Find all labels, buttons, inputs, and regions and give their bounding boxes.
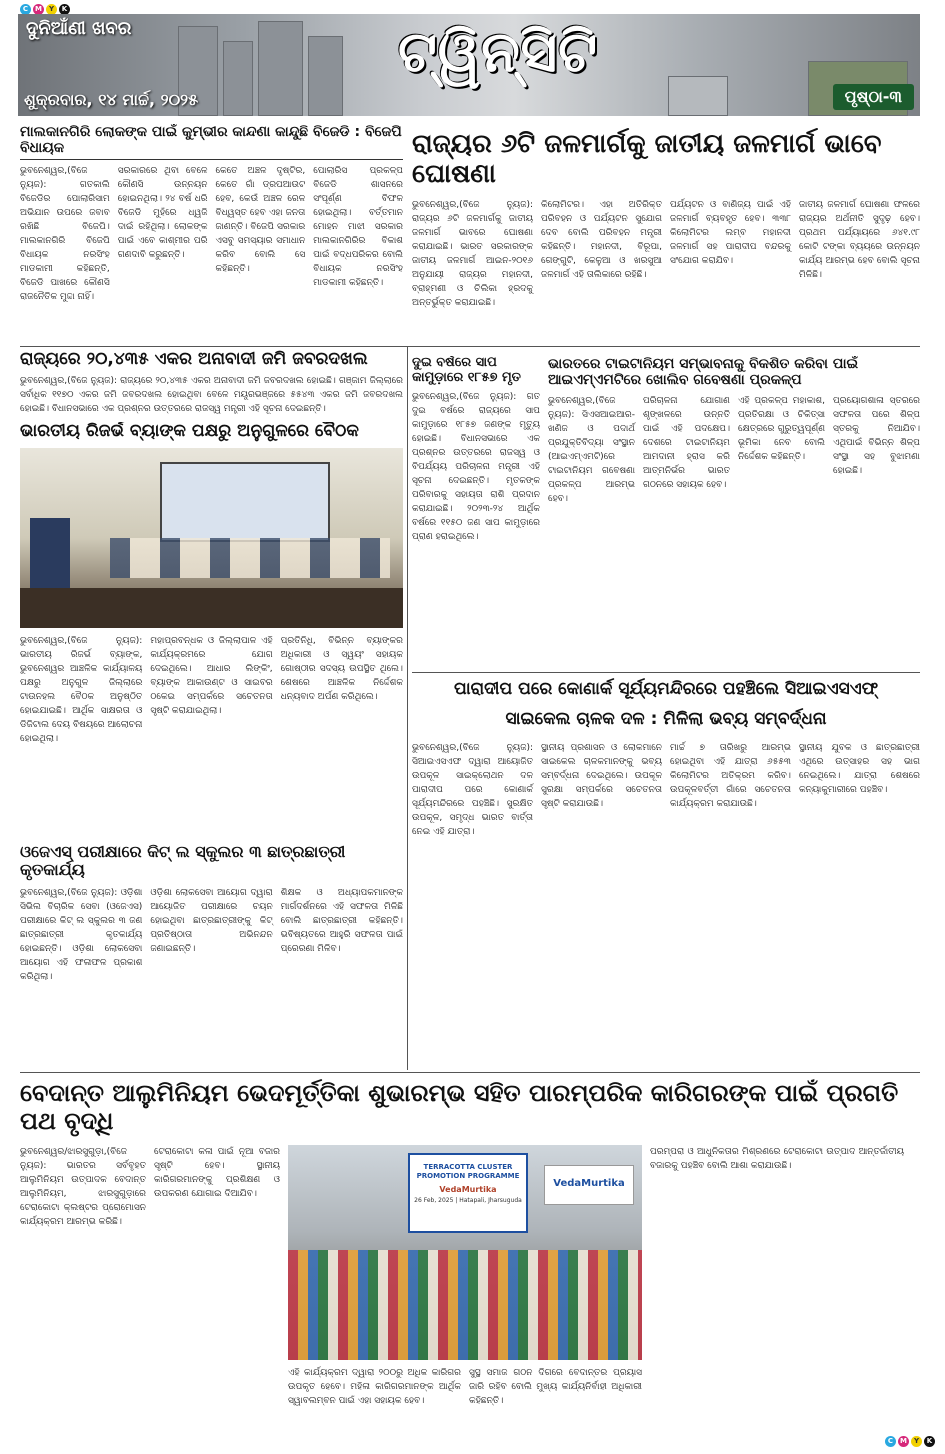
article-column: ଶିକ୍ଷକ ଓ ଅଧ୍ୟାପକମାନଙ୍କ ମାର୍ଗଦର୍ଶନରେ ଏହି ସଫଳତା ମିଳିଛି ବୋଲି ଛାତ୍ରଛାତ୍ରୀ କହିଛନ୍ତି। ଭବିଷ୍ୟତରେ ଆହୁରି ସଫଳତା ପାଇଁ ପ୍ରେରଣା ମିଳିବ। — [280, 887, 403, 954]
article-column: କେତେ ଅଞ୍ଚଳ ଦୃଷ୍ଟିର, କେତେ ଗାଁ ଡ୍ରପଆଉଟ ହେବ, କେଉଁ ଅଞ୍ଚଳ ରେଳ ବିଧ୍ୱସ୍ତ ହେବ ଏହା ଜନତା ଜାଣନ୍ତି। ବିଜେପି ସରକାର ଏସବୁ ସମସ୍ୟାର ସମାଧାନ କରିବ ବୋଲି ସେ କହିଛନ୍ତି। — [215, 166, 306, 275]
article-cisf-cyclothon — [412, 676, 920, 1070]
article-column: ଭୁବନେଶ୍ୱର,(ବିଜେ ନ୍ୟୁଜ): ରାଜ୍ୟର ୬ଟି ଜଳମାର୍ଗକୁ ଜାତୀୟ ଜଳମାର୍ଗ ଭାବରେ ଘୋଷଣା କରାଯାଇଛି। ଭାରତ ସରକାରଙ୍କ ଜାତୀୟ ଜଳମାର୍ଗ ଆଇନ-୨୦୧୬ ଅନୁଯାୟୀ ରାଜ୍ୟର ମହାନଦୀ, ବ୍ରାହ୍ମଣୀ ଓ ଚିଲିକା ହ୍ରଦକୁ ଅନ୍ତର୍ଭୁକ୍ତ କରାଯାଇଛି। — [412, 199, 533, 308]
headline: ଭାରତରେ ଟାଇଟାନିୟମ ସମ୍ଭାବନାକୁ ବିକଶିତ କରିବା ପାଇଁ ଆଇଏମ୍‌ଏମଟିରେ ଖୋଲିବ ଗବେଷଣା ପ୍ରକଳ୍ପ — [548, 356, 859, 389]
banner-title: TERRACOTTA CLUSTER PROMOTION PROGRAMME — [416, 1163, 520, 1181]
article-land-encroachment — [20, 350, 403, 420]
article-column: ଭୁବନେଶ୍ୱର,(ବିଜେ ନ୍ୟୁଜ): ସିଆଇଏସଏଫ ଦ୍ୱାରା ଆୟୋଜିତ ଉପକୂଳ ସାଇକ୍ଲୋଥନ ଦଳ ପାରାଦୀପ ପରେ କୋଣାର୍କ ସୂର୍ଯ୍ୟମନ୍ଦିରରେ ପହଞ୍ଚିଛି। ସୁରକ୍ଷିତ ଉପକୂଳ, ସମୃଦ୍ଧ ଭାରତ ବାର୍ତ୍ତା ନେଇ ଏହି ଯାତ୍ରା। — [412, 743, 533, 838]
article-column: ଟେରାକୋଟା କଳା ପାଇଁ ନୂଆ ବଜାର ସୃଷ୍ଟି ହେବ। ସ୍ଥାନୀୟ କାରିଗରମାନଙ୍କୁ ପ୍ରଶିକ୍ଷଣ ଓ ଉପକରଣ ଯୋଗାଇ ଦିଆଯିବ। — [154, 1147, 280, 1200]
yellow-mark: Y — [911, 1436, 922, 1447]
article-column: ପ୍ରତିନିଧି, ବିଭିନ୍ନ ବ୍ୟାଙ୍କର ଅଧିକାରୀ ଓ ସ୍ୱୟଂ ସହାୟକ ଗୋଷ୍ଠୀର ସଦସ୍ୟ ଉପସ୍ଥିତ ଥିଲେ। ଶେଷରେ ଆଞ୍ଚଳିକ ନିର୍ଦ୍ଦେଶକ ଧନ୍ୟବାଦ ଅର୍ପଣ କରିଥିଲେ। — [280, 635, 403, 702]
article-column: ପ୍ରୟୋଗଶାଳା ସ୍ତରରେ ସଫଳତା ପରେ ଶିଳ୍ପ ସ୍ତରକୁ ନିଆଯିବ। ଏଥିପାଇଁ ବିଭିନ୍ନ ଶିଳ୍ପ ସଂସ୍ଥା ସହ ବୁଝାମଣା ହୋଇଛି। — [833, 396, 920, 477]
subheadline: ସାଇକେଲ ଚାଳକ ଦଳ : ମିଳିଲା ଭବ୍ୟ ସମ୍ବର୍ଦ୍ଧନା — [505, 708, 827, 729]
rbi-meeting-photo — [20, 448, 403, 628]
article-text: ଭୁବନେଶ୍ୱର,(ବିଜେ ନ୍ୟୁଜ): ଗତ ଦୁଇ ବର୍ଷରେ ରାଜ୍ୟରେ ସାପ କାମୁଡ଼ାରେ ୧୮୫୭ ଜଣଙ୍କ ମୃତ୍ୟୁ ହୋଇଛି। ବିଧାନସଭାରେ ଏକ ପ୍ରଶ୍ନର ଉତ୍ତରରେ ରାଜସ୍ୱ ଓ ବିପର୍ଯ୍ୟୟ ପରିଚାଳନା ମନ୍ତ୍ରୀ ଏହି ସୂଚନା ଦେଇଛନ୍ତି। ମୃତକଙ୍କ ପରିବାରକୁ ସହାୟତା ରାଶି ପ୍ରଦାନ କରାଯାଇଛି। ୨୦୨୩-୨୪ ଆର୍ଥିକ ବର୍ଷରେ ୧୧୫୦ ଜଣ ସାପ କାମୁଡ଼ାରେ ପ୍ରାଣ ହରାଇଥିଲେ। — [412, 391, 540, 542]
magenta-mark: M — [898, 1436, 909, 1447]
article-rbi-meeting — [20, 422, 403, 837]
article-column: ସ୍ଥାନୀୟ ପ୍ରଶାସନ ଓ ଲୋକମାନେ ସାଇକେଲ ଚାଳକମାନଙ୍କୁ ଭବ୍ୟ ସମ୍ବର୍ଦ୍ଧନା ଦେଇଥିଲେ। ଉପକୂଳ ସୁରକ୍ଷା ସମ୍ପର୍କରେ ସଚେତନତା ସୃଷ୍ଟି କରାଯାଉଛି। — [541, 743, 662, 810]
banner-subtitle: VedaMurtika — [439, 1185, 497, 1195]
article-column: ଭୁବନେଶ୍ୱର,(ବିଜେ ନ୍ୟୁଜ): ଓଡ଼ିଶା ସିଭିଲ ବିଚାରିକ ସେବା (ଓଜେଏସ) ପରୀକ୍ଷାରେ କିଟ୍ ଲ ସ୍କୁଲର ୩ ଜଣ ଛାତ୍ରଛାତ୍ରୀ କୃତକାର୍ଯ୍ୟ ହୋଇଛନ୍ତି। ଓଡ଼ିଶା ଲୋକସେବା ଆୟୋଗ ଏହି ଫଳାଫଳ ପ୍ରକାଶ କରିଥିଲା। — [20, 887, 143, 982]
banner-date: 26 Feb, 2025 | Hatapali, Jharsuguda — [414, 1197, 522, 1205]
article-column: ଏହି ପ୍ରକଳ୍ପ ମହାକାଶ, ପ୍ରତିରକ୍ଷା ଓ ଚିକିତ୍ସା କ୍ଷେତ୍ରରେ ଗୁରୁତ୍ୱପୂର୍ଣ୍ଣ ଭୂମିକା ନେବ ବୋଲି ନିର୍ଦ୍ଦେଶକ କହିଛନ୍ତି। — [738, 396, 825, 463]
article-text: ଭୁବନେଶ୍ୱର,(ବିଜେ ନ୍ୟୁଜ): ରାଜ୍ୟରେ ୨୦,୪୩୫ ଏକର ଅନାବାଦୀ ଜମି ଜବରଦଖଲ ହୋଇଛି। ଗଞ୍ଜାମ ଜିଲ୍ଲାରେ ସର୍ବାଧିକ ୧୧୭୦ ଏକର ଜମି ଜବରଦଖଲ ହୋଇଥିବା ବେଳେ ମୟୂରଭଞ୍ଜରେ ୫୫୪୩ ଏକର ଜମି ଜବରଦଖଲ ହୋଇଛି। ବିଧାନସଭାରେ ଏକ ପ୍ରଶ୍ନର ଉତ୍ତରରେ ରାଜସ୍ୱ ମନ୍ତ୍ରୀ ଏହି ସୂଚନା ଦେଇଛନ୍ତି। — [20, 375, 403, 414]
article-column: ଜାତୀୟ ଜଳମାର୍ଗ ଘୋଷଣା ଫଳରେ ରାଜ୍ୟର ଅର୍ଥନୀତି ସୁଦୃଢ଼ ହେବ। ପ୍ରଥମ ପର୍ଯ୍ୟାୟରେ ୬୪୧.୯୮ କୋଟି ଟଙ୍କା ବ୍ୟୟରେ ଉନ୍ନୟନ କାର୍ଯ୍ୟ ଆରମ୍ଭ ହେବ ବୋଲି ସୂଚନା ମିଳିଛି। — [799, 199, 920, 280]
article-column: ପରମ୍ପରା ଓ ଆଧୁନିକତାର ମିଶ୍ରଣରେ ଟେରାକୋଟା ଉତ୍ପାଦ ଆନ୍ତର୍ଜାତୀୟ ବଜାରକୁ ପହଞ୍ଚିବ ବୋଲି ଆଶା କରାଯାଉଛି। — [650, 1147, 904, 1172]
article-column: ମହାପ୍ରବନ୍ଧକ ଓ ଜିଲ୍ଲାପାଳ ଏହି କାର୍ଯ୍ୟକ୍ରମରେ ଯୋଗ ଦେଇଥିଲେ। ଆଧାର ଲିଙ୍କିଂ, ବ୍ୟାଙ୍କ ଆକାଉଣ୍ଟ ଓ ସାଇବର ଠକେଇ ସମ୍ପର୍କରେ ସଚେତନତା ସୃଷ୍ଟି କରାଯାଇଥିଲା। — [150, 635, 273, 716]
article-column: ମାର୍ଚ୍ଚ ୭ ତାରିଖରୁ ଆରମ୍ଭ ହୋଇଥିବା ଏହି ଯାତ୍ରା ୬୫୫୩ କିଲୋମିଟର ଅତିକ୍ରମ କରିବ। ଉପକୂଳବର୍ତ୍ତୀ ଗାଁରେ ସଚେତନତା କାର୍ଯ୍ୟକ୍ରମ କରାଯାଉଛି। — [670, 743, 791, 810]
yellow-mark: Y — [46, 4, 57, 15]
article-column: ଭୁବନେଶ୍ୱର,(ବିଜେ ନ୍ୟୁଜ): ଭାରତୀୟ ରିଜର୍ଭ ବ୍ୟାଙ୍କ, ଭୁବନେଶ୍ୱର ଆଞ୍ଚଳିକ କାର୍ଯ୍ୟାଳୟ ପକ୍ଷରୁ ଅନୁଗୁଳ ଜିଲ୍ଲାରେ ଟାଉନହଲ ବୈଠକ ଅନୁଷ୍ଠିତ ହୋଇଯାଇଛି। ଆର୍ଥିକ ସାକ୍ଷରତା ଓ ଡିଜିଟାଲ ଦେୟ ବିଷୟରେ ଆଲୋଚନା ହୋଇଥିଲା। — [20, 635, 143, 744]
article-column: ପରିଚାଳନା ଯୋଗାଣ ଶୃଙ୍ଖଳରେ ଉନ୍ନତି ପାଇଁ ଏହି ପଦକ୍ଷେପ। ଦେଶରେ ଟାଇଟାନିୟମ ଆମଦାନୀ ହ୍ରାସ କରି ଆତ୍ମନିର୍ଭର ଭାରତ ଗଠନରେ ସହାୟକ ହେବ। — [643, 396, 730, 491]
headline: ରାଜ୍ୟର ୬ଟି ଜଳମାର୍ଗକୁ ଜାତୀୟ ଜଳମାର୍ଗ ଭାବେ ଘୋଷଣା — [412, 129, 882, 189]
article-column: ସ୍ଥାନୀୟ ଯୁବକ ଓ ଛାତ୍ରଛାତ୍ରୀ ଏଥିରେ ଉତ୍ସାହର ସହ ଭାଗ ନେଇଥିଲେ। ଯାତ୍ରା ଶେଷରେ କନ୍ୟାକୁମାରୀରେ ପହଞ୍ଚିବ। — [799, 743, 920, 796]
article-column: ଭୁବନେଶ୍ୱର,(ବିଜେ ନ୍ୟୁଜ): ସିଏସଆଇଆର-ଖଣିଜ ଓ ପଦାର୍ଥ ପ୍ରଯୁକ୍ତିବିଦ୍ୟା ସଂସ୍ଥାନ (ଆଇଏମ୍‌ଏମଟି)ରେ ଟାଇଟାନିୟମ ଗବେଷଣା ପ୍ରକଳ୍ପ ଆରମ୍ଭ ହେବ। — [548, 396, 635, 505]
article-malkangiri — [20, 124, 403, 342]
headline: ପାରାଦୀପ ପରେ କୋଣାର୍କ ସୂର୍ଯ୍ୟମନ୍ଦିରରେ ପହଞ୍ଚିଲେ ସିଆଇଏସଏଫ୍ — [453, 679, 879, 699]
black-mark: K — [924, 1436, 935, 1447]
article-column: ପୋଲାରିସ ପ୍ରକଳ୍ପ ବିଜେଡି ଶାସନରେ ସଂପୂର୍ଣ୍ଣ ବିଫଳ ହୋଇଥିଲା। ବର୍ତ୍ତମାନ ମୋହନ ମାଝୀ ସରକାର ମାଲକାନଗିରିର ବିକାଶ ପାଇଁ ବଦ୍ଧପରିକର ବୋଲି ବିଧାୟକ ନରସିଂହ ମାଡକାମୀ କହିଛନ୍ତି। — [313, 166, 403, 289]
article-column: ଏହି କାର୍ଯ୍ୟକ୍ରମ ଦ୍ୱାରା ୨୦୦ରୁ ଅଧିକ କାରିଗର ଉପକୃତ ହେବେ। ମହିଳା କାରିଗରମାନଙ୍କ ଆର୍ଥିକ ସ୍ୱାବଲମ୍ବନ ପାଇଁ ଏହା ସହାୟକ ହେବ। — [288, 1368, 461, 1407]
headline: ଦୁଇ ବର୍ଷରେ ସାପ କାମୁଡ଼ାରେ ୧୮୫୭ ମୃତ — [412, 356, 521, 385]
edition-date: ଶୁକ୍ରବାର, ୧୪ ମାର୍ଚ୍ଚ, ୨୦୨୫ — [24, 90, 199, 109]
article-column: ପର୍ଯ୍ୟଟନ ଓ ବାଣିଜ୍ୟ ପାଇଁ ଏହି ଜଳମାର୍ଗ ବ୍ୟବହୃତ ହେବ। ୩୩୮ କିଲୋମିଟର ଲମ୍ବ ମହାନଦୀ ଜଳମାର୍ଗ ସହ ପାରାଦୀପ ବନ୍ଦରକୁ ସଂଯୋଗ କରାଯିବ। — [670, 199, 791, 266]
article-column: ଭୁବନେଶ୍ୱର/ଝାରସୁଗୁଡ଼ା,(ବିଜେ ନ୍ୟୁଜ): ଭାରତର ସର୍ବବୃହତ ଆଲୁମିନିୟମ ଉତ୍ପାଦକ ବେଦାନ୍ତ ଆଲୁମିନିୟମ, ଝାରସୁଗୁଡ଼ାରେ ଟେରାକୋଟା କ୍ଲଷ୍ଟର ପ୍ରୋମୋସନ କାର୍ଯ୍ୟକ୍ରମ ଆରମ୍ଭ କରିଛି। — [20, 1147, 146, 1228]
cmyk-marks-bottom — [885, 1436, 935, 1447]
terracotta-event-photo — [288, 1145, 642, 1360]
black-mark: K — [59, 4, 70, 15]
article-snakebite — [412, 356, 540, 668]
masthead — [18, 14, 920, 116]
brand: ଦୁନିଆଁଣୀ ଖବର — [26, 18, 132, 39]
magenta-mark: M — [33, 4, 44, 15]
cyan-mark: C — [20, 4, 31, 15]
section-title: ଟ୍ୱିନ୍‌ସିଟି — [398, 20, 598, 85]
article-column: ସରକାରରେ ଥିବା ବେଳେ କୌଣସି ଉନ୍ନୟନ ହୋଇନଥିଲା। ୨୪ ବର୍ଷ ଧରି ବିଜେଡି ମୁହଁରେ ଧ୍ୱଜି ଦାଇଁ ରହିଥିଲା। ଲୋକଙ୍କ ପାଇଁ ଏବେ କାଶ୍ମୀର ପରି ଗଣଦାବି କରୁଛନ୍ତି। — [117, 166, 208, 261]
headline: ବେଦାନ୍ତ ଆଲୁମିନିୟମ ଭେଦମୂର୍ତ୍ତିକା ଶୁଭାରମ୍ଭ ସହିତ ପାରମ୍ପରିକ କାରିଗରଙ୍କ ପାଇଁ ପ୍ରଗତି ପଥ ବୃଦ୍ଧି — [20, 1079, 899, 1135]
article-column: ଓଡ଼ିଶା ଲୋକସେବା ଆୟୋଗ ଦ୍ୱାରା ଆୟୋଜିତ ପରୀକ୍ଷାରେ ଚୟନ ହୋଇଥିବା ଛାତ୍ରଛାତ୍ରୀଙ୍କୁ କିଟ୍ ପ୍ରତିଷ୍ଠାତା ଅଭିନନ୍ଦନ ଜଣାଇଛନ୍ତି। — [150, 887, 273, 954]
page-number: ପୃଷ୍ଠା-୩ — [833, 84, 914, 110]
headline: ଓଜେଏସ୍ ପରୀକ୍ଷାରେ କିଟ୍ ଲ ସ୍କୁଲର ୩ ଛାତ୍ରଛାତ୍ରୀ କୃତକାର୍ଯ୍ୟ — [20, 843, 346, 880]
article-titanium — [548, 356, 920, 668]
cyan-mark: C — [885, 1436, 896, 1447]
article-column: କିଲୋମିଟର। ଏହା ଅତିରିକ୍ତ ପରିବହନ ଓ ପର୍ଯ୍ୟଟନ ସୁଯୋଗ ଦେବ ବୋଲି ପରିବହନ ମନ୍ତ୍ରୀ କହିଛନ୍ତି। ମହାନଦୀ, ବିରୂପା, ଗେଙ୍ଗୁଟି, କେଳୁଆ ଓ ଖରସୁଆ ଜଳମାର୍ଗ ଏହି ତାଲିକାରେ ରହିଛି। — [541, 199, 662, 280]
article-column: ସୁସ୍ଥ ସମାଜ ଗଠନ ଦିଗରେ ବେଦାନ୍ତର ପ୍ରୟାସ ଜାରି ରହିବ ବୋଲି ମୁଖ୍ୟ କାର୍ଯ୍ୟନିର୍ବାହୀ ଅଧିକାରୀ କହିଛନ୍ତି। — [469, 1368, 642, 1407]
vedamurtika-logo: VedaMurtika — [553, 1178, 625, 1190]
headline: ମାଲକାନଗିରି ଲୋକଙ୍କ ପାଇଁ କୁମ୍ଭୀର କାନ୍ଦଣା କାନ୍ଦୁଛି ବିଜେଡି : ବିଜେପି ବିଧାୟକ — [20, 124, 403, 160]
article-column: ଭୁବନେଶ୍ୱର,(ବିଜେ ନ୍ୟୁଜ): ଗତକାଲି ବିଜେଡିର ପୋଲାରିସାମ ଅଭିଯାନ ଉପରେ ଜବାବ ରଖିଛି ବିଜେପି। ମାଲକାନଗିରି ବିଜେପି ବିଧାୟକ ନରସିଂହ ମାଡକାମୀ କହିଛନ୍ତି, ବିଜେଡି ପାଖରେ କୌଣସି ରାଜନୈତିକ ମୁଦ୍ଦା ନାହିଁ। — [20, 166, 110, 303]
headline: ଭାରତୀୟ ରିଜର୍ଭ ବ୍ୟାଙ୍କ ପକ୍ଷରୁ ଅନୁଗୁଳରେ ବୈଠକ — [20, 422, 359, 441]
article-vedanta-vedamurtika — [20, 1076, 920, 1436]
article-waterways — [412, 124, 920, 346]
article-ojs-exam — [20, 843, 403, 1069]
headline: ରାଜ୍ୟରେ ୨୦,୪୩୫ ଏକର ଅନାବାଦୀ ଜମି ଜବରଦଖଲ — [20, 350, 368, 369]
